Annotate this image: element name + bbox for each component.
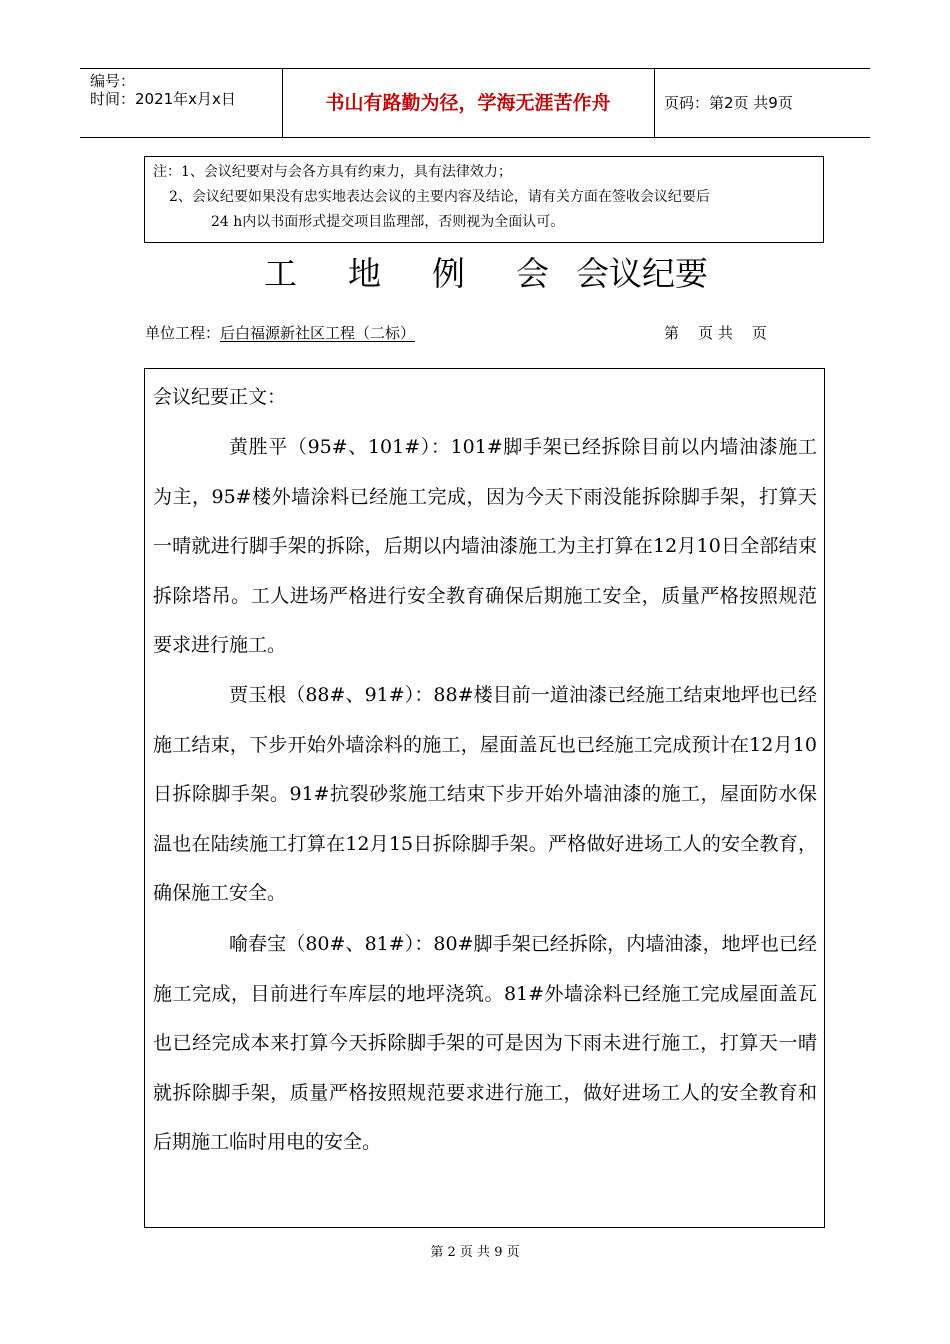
body-label: 会议纪要正文：	[153, 386, 287, 408]
title-char-1: 工	[264, 254, 299, 293]
number-label: 编号：	[90, 72, 136, 90]
title-char-2: 地	[348, 254, 383, 293]
title-char-3: 例	[432, 254, 467, 293]
page-title	[264, 252, 708, 296]
header-page-code: 页码：第2页 共9页	[664, 94, 793, 112]
unit-pages: 第 页 共 页	[664, 324, 767, 342]
notes-box	[144, 156, 824, 243]
note-line-1: 注：1、会议纪要对与会各方具有约束力，具有法律效力；	[153, 164, 512, 180]
paragraph-yu: 喻春宝（80#、81#）：80#脚手架已经拆除，内墙油漆，地坪也已经施工完成，目前进行车库层的地坪浇筑。81#外墙涂料已经施工完成屋面盖瓦也已经完成本来打算今天拆除脚手架的可是因为下雨未进行施工，打算天一晴就拆除脚手架，质量严格按照规范要求进行施工，做好进场工人的安全教育和后期施工临时用电的安全。	[153, 933, 817, 1153]
time-text: 时间：2021年x月x日	[90, 90, 236, 108]
document-header	[80, 68, 870, 138]
note-line-2: 2、会议纪要如果没有忠实地表达会议的主要内容及结论，请有关方面在签收会议纪要后	[169, 189, 710, 205]
title-char-4: 会	[516, 254, 551, 293]
note-line-3: 24 h内以书面形式提交项目监理部，否则视为全面认可。	[211, 214, 565, 230]
header-motto: 书山有路勤为径，学海无涯苦作舟	[282, 69, 655, 137]
unit-label: 单位工程：	[145, 324, 221, 342]
title-underlined	[264, 254, 578, 293]
minutes-body-box	[144, 368, 825, 1228]
unit-row	[145, 322, 415, 344]
paragraph-huang: 黄胜平（95#、101#）：101#脚手架已经拆除目前以内墙油漆施工为主，95#楼外墙涂料已经施工完成，因为今天下雨没能拆除脚手架，打算天一晴就进行脚手架的拆除，后期以内墙油漆施工为主打算在12月10日全部结束拆除塔吊。工人进场严格进行安全教育确保后期施工安全，质量严格按照规范要求进行施工。	[153, 436, 817, 656]
header-meta-cell	[80, 69, 283, 137]
project-name: 后白福源新社区工程（二标）	[220, 324, 416, 342]
title-suffix: 会议纪要	[576, 254, 708, 293]
paragraph-jia: 贾玉根（88#、91#）：88#楼目前一道油漆已经施工结束地坪也已经施工结束，下步开始外墙涂料的施工，屋面盖瓦也已经施工完成预计在12月10日拆除脚手架。91#抗裂砂浆施工结束下步开始外墙油漆的施工，屋面防水保温也在陆续施工打算在12月15日拆除脚手架。严格做好进场工人的安全教育，确保施工安全。	[153, 684, 817, 904]
page-footer: 第 2 页 共 9 页	[430, 1245, 520, 1260]
